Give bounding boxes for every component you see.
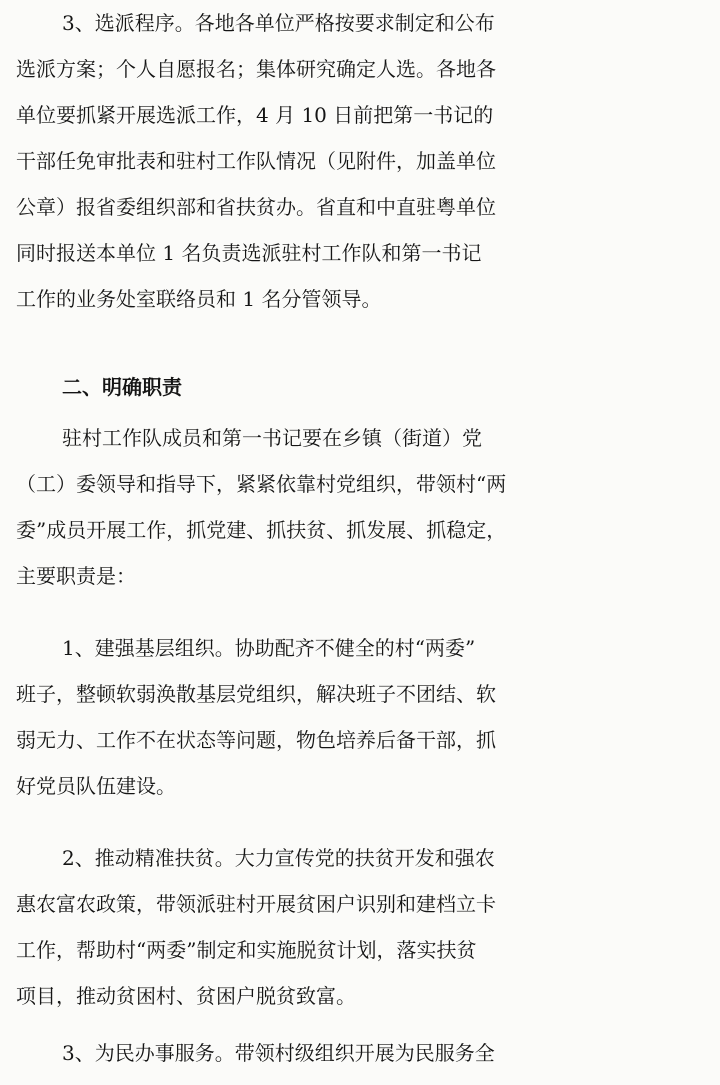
text-line: 公章）报省委组织部和省扶贫办。省直和中直驻粤单位 xyxy=(16,195,496,219)
text-line: 2、推动精准扶贫。大力宣传党的扶贫开发和强农 xyxy=(62,846,495,870)
text-line: 惠农富农政策，带领派驻村开展贫困户识别和建档立卡 xyxy=(16,892,496,916)
text-line: 项目，推动贫困村、贫困户脱贫致富。 xyxy=(16,984,356,1008)
paragraph-duties-intro xyxy=(0,415,720,599)
text-line: 干部任免审批表和驻村工作队情况（见附件，加盖单位 xyxy=(16,149,496,173)
text-line: 工作，帮助村“两委”制定和实施脱贫计划，落实扶贫 xyxy=(16,938,477,962)
paragraph-poverty-alleviation xyxy=(0,835,720,1019)
paragraph-serve-people xyxy=(0,1030,720,1076)
paragraph-grassroots-organization xyxy=(0,625,720,809)
section-heading-text: 二、明确职责 xyxy=(62,375,182,399)
text-line: 好党员队伍建设。 xyxy=(16,774,176,798)
text-line: 驻村工作队成员和第一书记要在乡镇（街道）党 xyxy=(62,426,482,450)
text-line: 主要职责是： xyxy=(16,564,136,588)
paragraph-selection-procedure xyxy=(0,0,720,322)
text-line: （工）委领导和指导下，紧紧依靠村党组织，带领村“两 xyxy=(16,472,507,496)
text-line: 单位要抓紧开展选派工作，4 月 10 日前把第一书记的 xyxy=(16,103,494,127)
section-heading xyxy=(0,364,720,410)
text-line: 选派方案；个人自愿报名；集体研究确定人选。各地各 xyxy=(16,57,496,81)
text-line: 工作的业务处室联络员和 1 名分管领导。 xyxy=(16,287,382,311)
text-line: 3、为民办事服务。带领村级组织开展为民服务全 xyxy=(62,1041,495,1065)
text-line: 委”成员开展工作，抓党建、抓扶贫、抓发展、抓稳定， xyxy=(16,518,507,542)
text-line: 班子，整顿软弱涣散基层党组织，解决班子不团结、软 xyxy=(16,682,496,706)
text-line: 1、建强基层组织。协助配齐不健全的村“两委” xyxy=(62,636,476,660)
text-line: 弱无力、工作不在状态等问题，物色培养后备干部，抓 xyxy=(16,728,496,752)
text-line: 同时报送本单位 1 名负责选派驻村工作队和第一书记 xyxy=(16,241,482,265)
text-line: 3、选派程序。各地各单位严格按要求制定和公布 xyxy=(62,11,495,35)
